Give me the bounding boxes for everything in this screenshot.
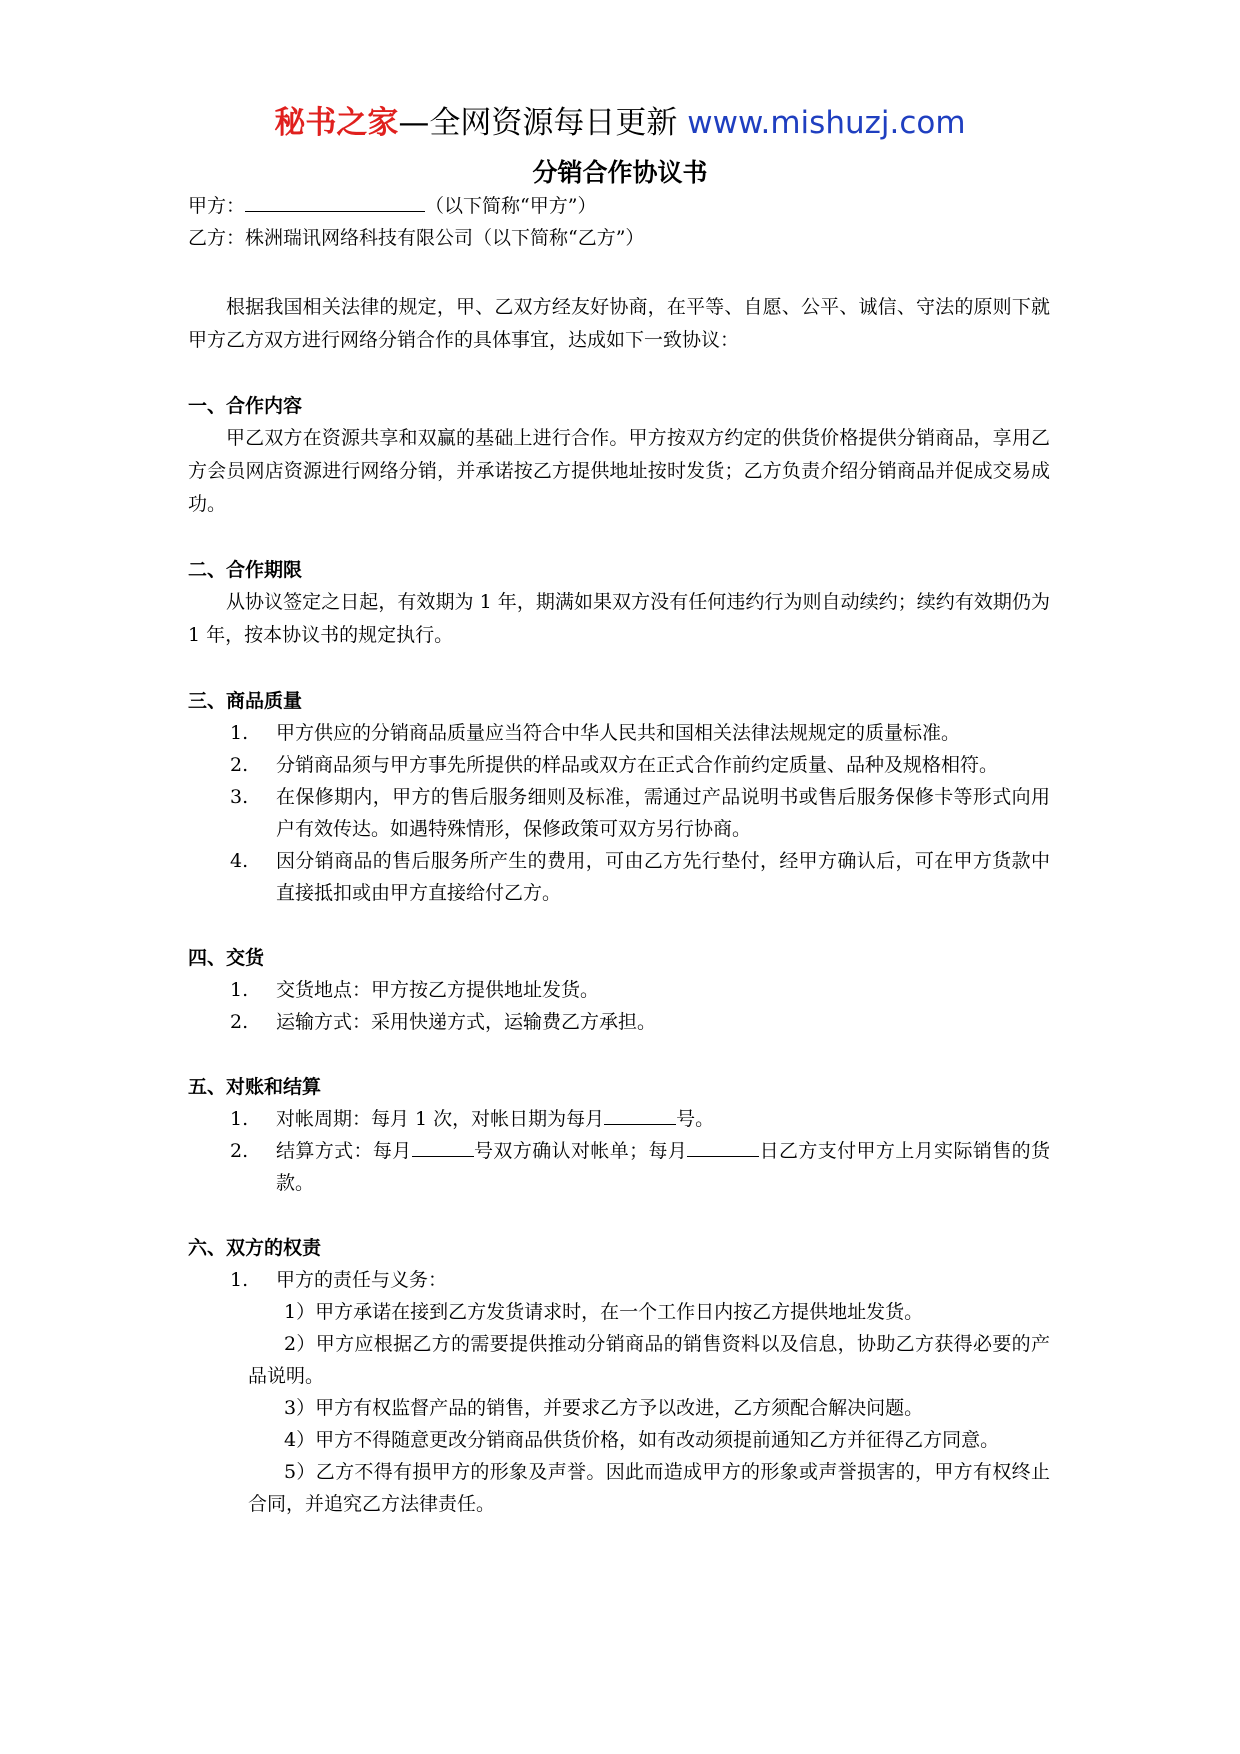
list-item bbox=[188, 717, 1050, 749]
list-item bbox=[188, 845, 1050, 909]
section-paragraph: 从协议签定之日起，有效期为 1 年，期满如果双方没有任何违约行为则自动续约；续约有效期仍为 1 年，按本协议书的规定执行。 bbox=[188, 591, 1050, 646]
sub-list-item bbox=[188, 1392, 1050, 1424]
section-paragraph: 甲乙双方在资源共享和双赢的基础上进行合作。甲方按双方约定的供货价格提供分销商品，享用乙方会员网店资源进行网络分销，并承诺按乙方提供地址按时发货；乙方负责介绍分销商品并促成交易成功。 bbox=[188, 427, 1050, 515]
sub-list-item bbox=[188, 1424, 1050, 1456]
section-heading: 一、合作内容 bbox=[188, 395, 303, 417]
party-b-line: 乙方：株洲瑞讯网络科技有限公司（以下简称“乙方”） bbox=[188, 227, 645, 249]
banner-slogan: —全网资源每日更新 bbox=[398, 105, 678, 141]
sub-list-number: 4） bbox=[284, 1429, 316, 1451]
sub-list-item bbox=[188, 1296, 1050, 1328]
list-number: 2. bbox=[230, 1011, 249, 1033]
party-a-blank bbox=[245, 191, 425, 212]
list-item bbox=[188, 781, 1050, 845]
list-item bbox=[188, 749, 1050, 781]
list-text: 号双方确认对帐单；每月 bbox=[473, 1140, 688, 1162]
intro-paragraph: 根据我国相关法律的规定，甲、乙双方经友好协商，在平等、自愿、公平、诚信、守法的原则下就甲方乙方双方进行网络分销合作的具体事宜，达成如下一致协议： bbox=[188, 296, 1050, 351]
list-text: 甲方供应的分销商品质量应当符合中华人民共和国相关法律法规规定的质量标准。 bbox=[276, 722, 961, 744]
sub-list-text: 甲方承诺在接到乙方发货请求时，在一个工作日内按乙方提供地址发货。 bbox=[315, 1301, 924, 1323]
list-text: 结算方式：每月 bbox=[276, 1140, 412, 1162]
section-heading: 二、合作期限 bbox=[188, 559, 303, 581]
list-number: 3. bbox=[230, 786, 249, 808]
fill-blank bbox=[604, 1104, 676, 1125]
list-item bbox=[188, 1103, 1050, 1135]
list-item bbox=[188, 1264, 1050, 1296]
list-text: 号。 bbox=[676, 1108, 715, 1130]
sub-list-number: 3） bbox=[284, 1397, 316, 1419]
sub-list-text: 甲方不得随意更改分销商品供货价格，如有改动须提前通知乙方并征得乙方同意。 bbox=[315, 1429, 1000, 1451]
list-number: 1. bbox=[230, 1108, 249, 1130]
list-text: 分销商品须与甲方事先所提供的样品或双方在正式合作前约定质量、品种及规格相符。 bbox=[276, 754, 999, 776]
sub-list-item bbox=[188, 1328, 1050, 1392]
list-text: 因分销商品的售后服务所产生的费用，可由乙方先行垫付，经甲方确认后，可在甲方货款中直接抵扣或由甲方直接给付乙方。 bbox=[276, 850, 1050, 904]
party-a-line bbox=[188, 190, 1050, 222]
list-number: 1. bbox=[230, 1269, 249, 1291]
sub-list-number: 2） bbox=[284, 1333, 316, 1355]
section-heading: 六、双方的权责 bbox=[188, 1237, 322, 1259]
list-number: 1. bbox=[230, 722, 249, 744]
list-text: 运输方式：采用快递方式，运输费乙方承担。 bbox=[276, 1011, 657, 1033]
document-title: 分销合作协议书 bbox=[532, 158, 708, 187]
banner-brand: 秘书之家 bbox=[274, 105, 399, 141]
fill-blank bbox=[412, 1136, 474, 1157]
document-body bbox=[188, 190, 1050, 1520]
sub-list-number: 1） bbox=[284, 1301, 316, 1323]
list-item bbox=[188, 1006, 1050, 1038]
list-number: 2. bbox=[230, 754, 249, 776]
list-number: 1. bbox=[230, 979, 249, 1001]
banner-url-link[interactable]: www.mishuzj.com bbox=[687, 105, 966, 141]
site-banner bbox=[0, 103, 1240, 143]
list-number: 4. bbox=[230, 850, 249, 872]
list-text: 交货地点：甲方按乙方提供地址发货。 bbox=[276, 979, 600, 1001]
section-heading: 四、交货 bbox=[188, 947, 265, 969]
list-text: 甲方的责任与义务： bbox=[276, 1269, 448, 1291]
sub-list-text: 甲方有权监督产品的销售，并要求乙方予以改进，乙方须配合解决问题。 bbox=[315, 1397, 924, 1419]
party-a-prefix: 甲方： bbox=[188, 195, 246, 217]
list-text: 对帐周期：每月 1 次，对帐日期为每月 bbox=[276, 1108, 605, 1130]
list-item bbox=[188, 974, 1050, 1006]
section-heading: 五、对账和结算 bbox=[188, 1076, 322, 1098]
party-a-suffix: （以下简称“甲方”） bbox=[425, 195, 597, 217]
sub-list-text: 甲方应根据乙方的需要提供推动分销商品的销售资料以及信息，协助乙方获得必要的产品说明。 bbox=[248, 1333, 1050, 1387]
list-text: 日乙方支付甲方上月实际销售的货款。 bbox=[276, 1140, 1050, 1194]
sub-list-number: 5） bbox=[284, 1461, 316, 1483]
fill-blank bbox=[687, 1136, 759, 1157]
list-text: 在保修期内，甲方的售后服务细则及标准，需通过产品说明书或售后服务保修卡等形式向用户有效传达。如遇特殊情形，保修政策可双方另行协商。 bbox=[276, 786, 1050, 840]
list-item bbox=[188, 1135, 1050, 1199]
sub-list-text: 乙方不得有损甲方的形象及声誉。因此而造成甲方的形象或声誉损害的，甲方有权终止合同，并追究乙方法律责任。 bbox=[248, 1461, 1050, 1515]
list-number: 2. bbox=[230, 1140, 249, 1162]
section-heading: 三、商品质量 bbox=[188, 690, 303, 712]
sub-list-item bbox=[188, 1456, 1050, 1520]
